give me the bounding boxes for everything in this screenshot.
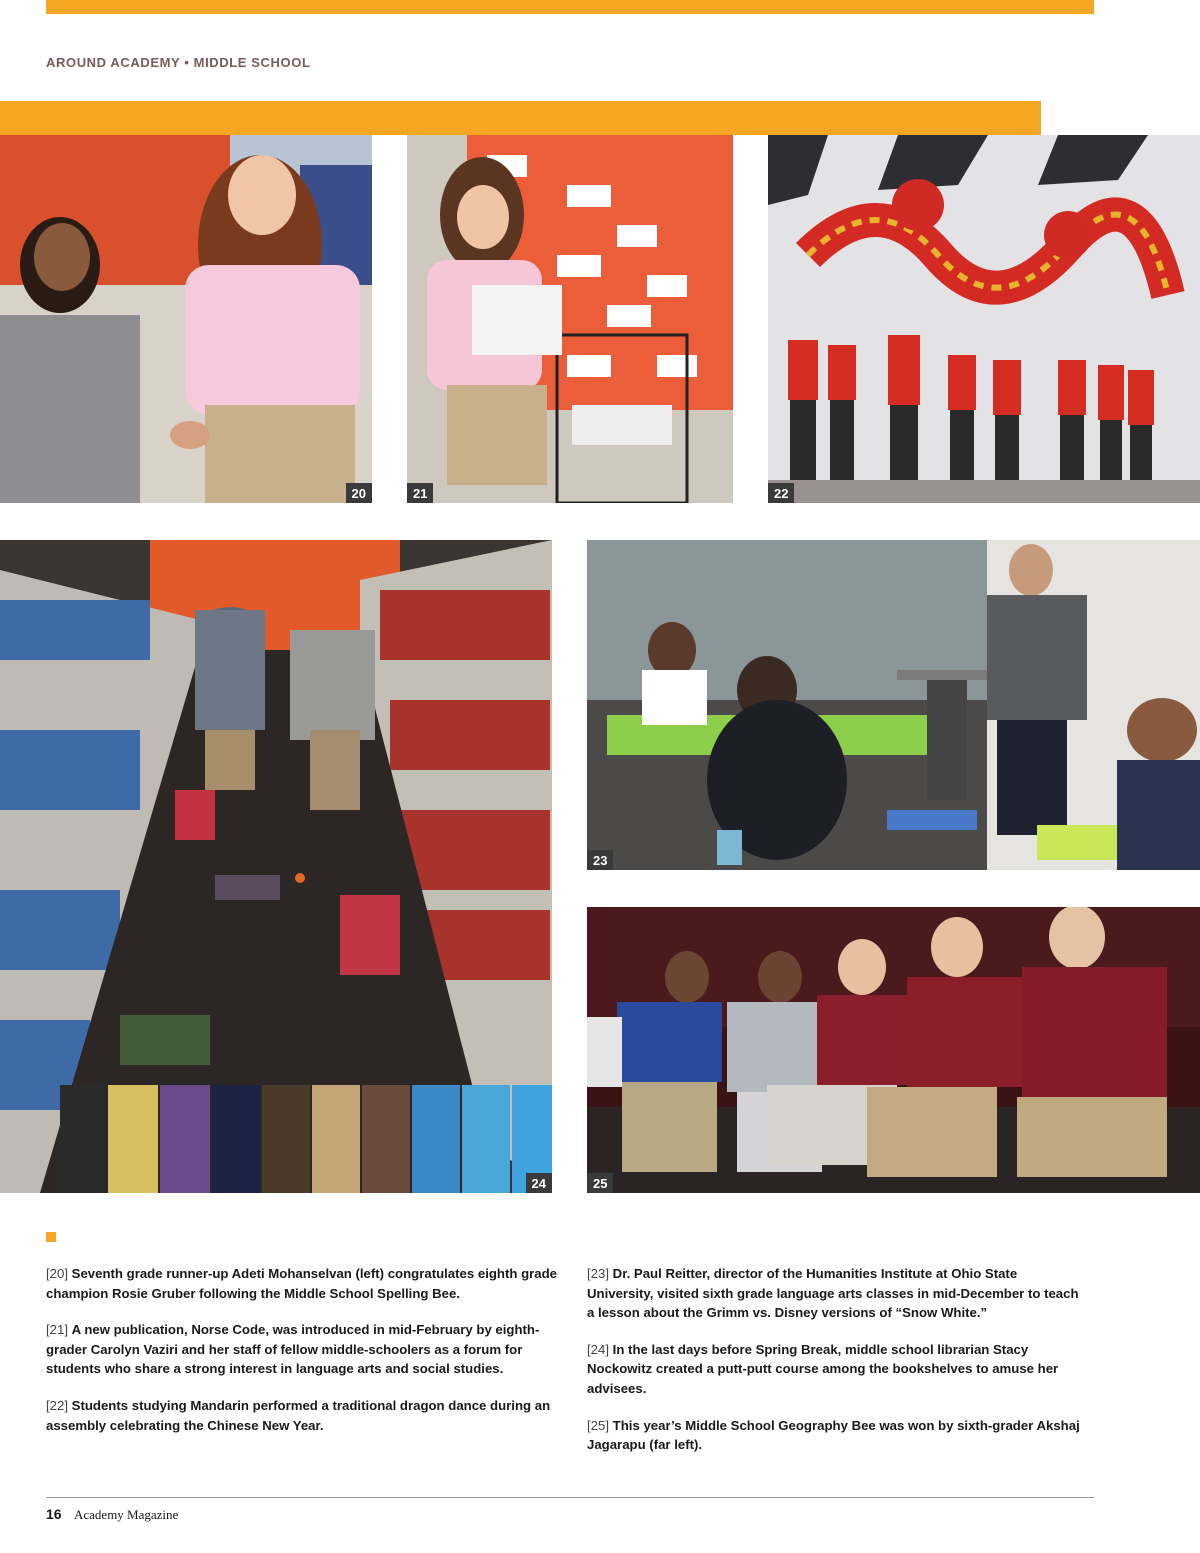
caption-21: [21] A new publication, Norse Code, was introduced in mid-February by eighth-grader Carolyn Vaziri and her staff of fellow middle-schoolers as a forum for students who share a strong interest in language arts and social studies. <box>46 1322 540 1377</box>
photo-number: 25 <box>587 1173 613 1193</box>
caption-22: [22] Students studying Mandarin performed a traditional dragon dance during an assembly celebrating the Chinese New Year. <box>46 1397 551 1433</box>
photo-number: 20 <box>346 483 372 503</box>
caption-20: [20] Seventh grade runner-up Adeti Mohanselvan (left) congratulates eighth grade champion Rosie Gruber following the Middle School Spelling Bee. <box>46 1266 557 1301</box>
captions-right <box>587 1264 1087 1472</box>
photo-number: 21 <box>407 483 433 503</box>
photo-20 <box>0 135 372 503</box>
photo-25 <box>587 907 1200 1193</box>
photo-24 <box>0 540 552 1193</box>
top-accent-bar <box>46 0 1094 14</box>
caption-24: [24] In the last days before Spring Break, middle school librarian Stacy Nockowitz created a putt-putt course among the bookshelves to amuse her advisees. <box>587 1341 1059 1396</box>
photo-23 <box>587 540 1200 870</box>
accent-square <box>46 1232 56 1242</box>
photo-number: 24 <box>526 1173 552 1193</box>
photo-21 <box>407 135 733 503</box>
page-number: 16 <box>46 1506 62 1522</box>
mid-accent-bar <box>0 101 1041 135</box>
footer-rule <box>46 1497 1094 1498</box>
magazine-name: Academy Magazine <box>74 1507 179 1522</box>
photo-22 <box>768 135 1200 503</box>
caption-25: [25] This year’s Middle School Geography Bee was won by sixth-grader Akshaj Jagarapu (far left). <box>587 1417 1080 1453</box>
photo-number: 23 <box>587 850 613 870</box>
caption-23: [23] Dr. Paul Reitter, director of the Humanities Institute at Ohio State University, visited sixth grade language arts classes in mid-December to teach a lesson about the Grimm vs. Disney versions of “Snow White.” <box>587 1266 1079 1321</box>
captions-left <box>46 1264 558 1452</box>
photo-number: 22 <box>768 483 794 503</box>
section-label: AROUND ACADEMY • MIDDLE SCHOOL <box>46 55 311 70</box>
